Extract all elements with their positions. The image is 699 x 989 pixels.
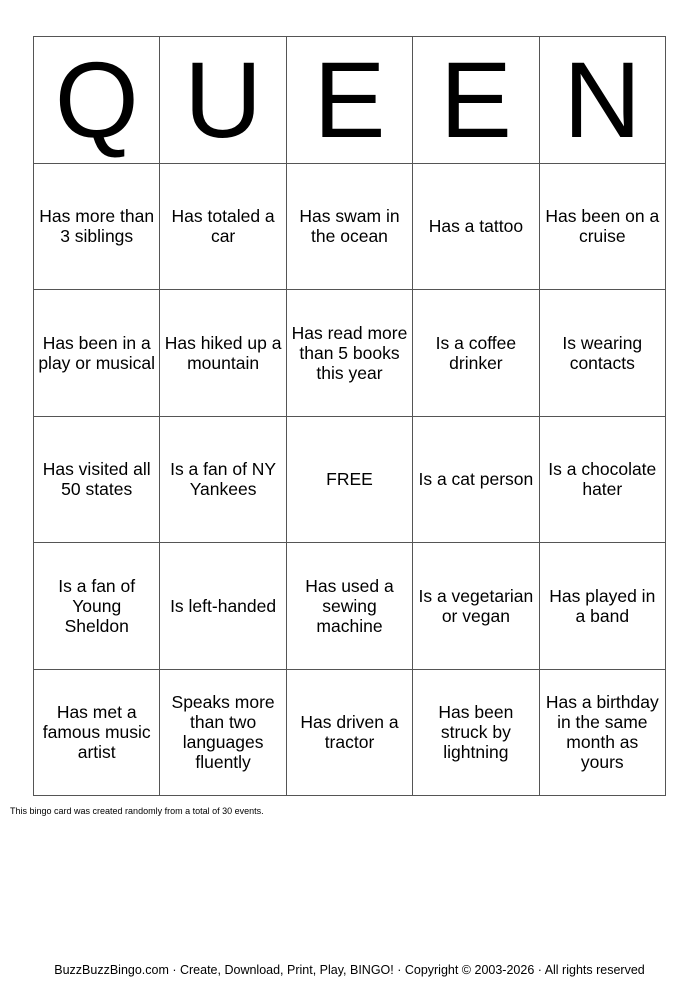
header-letter: E (287, 37, 413, 164)
header-letter: E (413, 37, 539, 164)
header-letter: U (160, 37, 286, 164)
header-letter: Q (34, 37, 160, 164)
bingo-square: Has a birthday in the same month as yours (540, 670, 666, 797)
bingo-square: Has totaled a car (160, 164, 286, 291)
bingo-square: Has been in a play or musical (34, 290, 160, 417)
bingo-card (33, 36, 666, 796)
bingo-square: Is wearing contacts (540, 290, 666, 417)
bingo-square: Has driven a tractor (287, 670, 413, 797)
bingo-square: Has more than 3 siblings (34, 164, 160, 291)
copyright-footer: BuzzBuzzBingo.com · Create, Download, Print, Play, BINGO! · Copyright © 2003-2026 · All rights reserved (54, 963, 645, 977)
bingo-square: Has played in a band (540, 543, 666, 670)
bingo-square: Has hiked up a mountain (160, 290, 286, 417)
header-letter: N (540, 37, 666, 164)
card-footnote: This bingo card was created randomly from a total of 30 events. (10, 806, 264, 816)
bingo-square: Has been struck by lightning (413, 670, 539, 797)
bingo-square: Has been on a cruise (540, 164, 666, 291)
bingo-square: Has used a sewing machine (287, 543, 413, 670)
free-square: FREE (287, 417, 413, 544)
bingo-square: Has swam in the ocean (287, 164, 413, 291)
bingo-square: Speaks more than two languages fluently (160, 670, 286, 797)
bingo-square: Is left-handed (160, 543, 286, 670)
bingo-square: Is a vegetarian or vegan (413, 543, 539, 670)
bingo-square: Is a fan of Young Sheldon (34, 543, 160, 670)
bingo-square: Has met a famous music artist (34, 670, 160, 797)
bingo-square: Is a coffee drinker (413, 290, 539, 417)
bingo-square: Is a fan of NY Yankees (160, 417, 286, 544)
bingo-square: Has a tattoo (413, 164, 539, 291)
bingo-square: Has visited all 50 states (34, 417, 160, 544)
bingo-square: Is a cat person (413, 417, 539, 544)
bingo-square: Has read more than 5 books this year (287, 290, 413, 417)
bingo-square: Is a chocolate hater (540, 417, 666, 544)
